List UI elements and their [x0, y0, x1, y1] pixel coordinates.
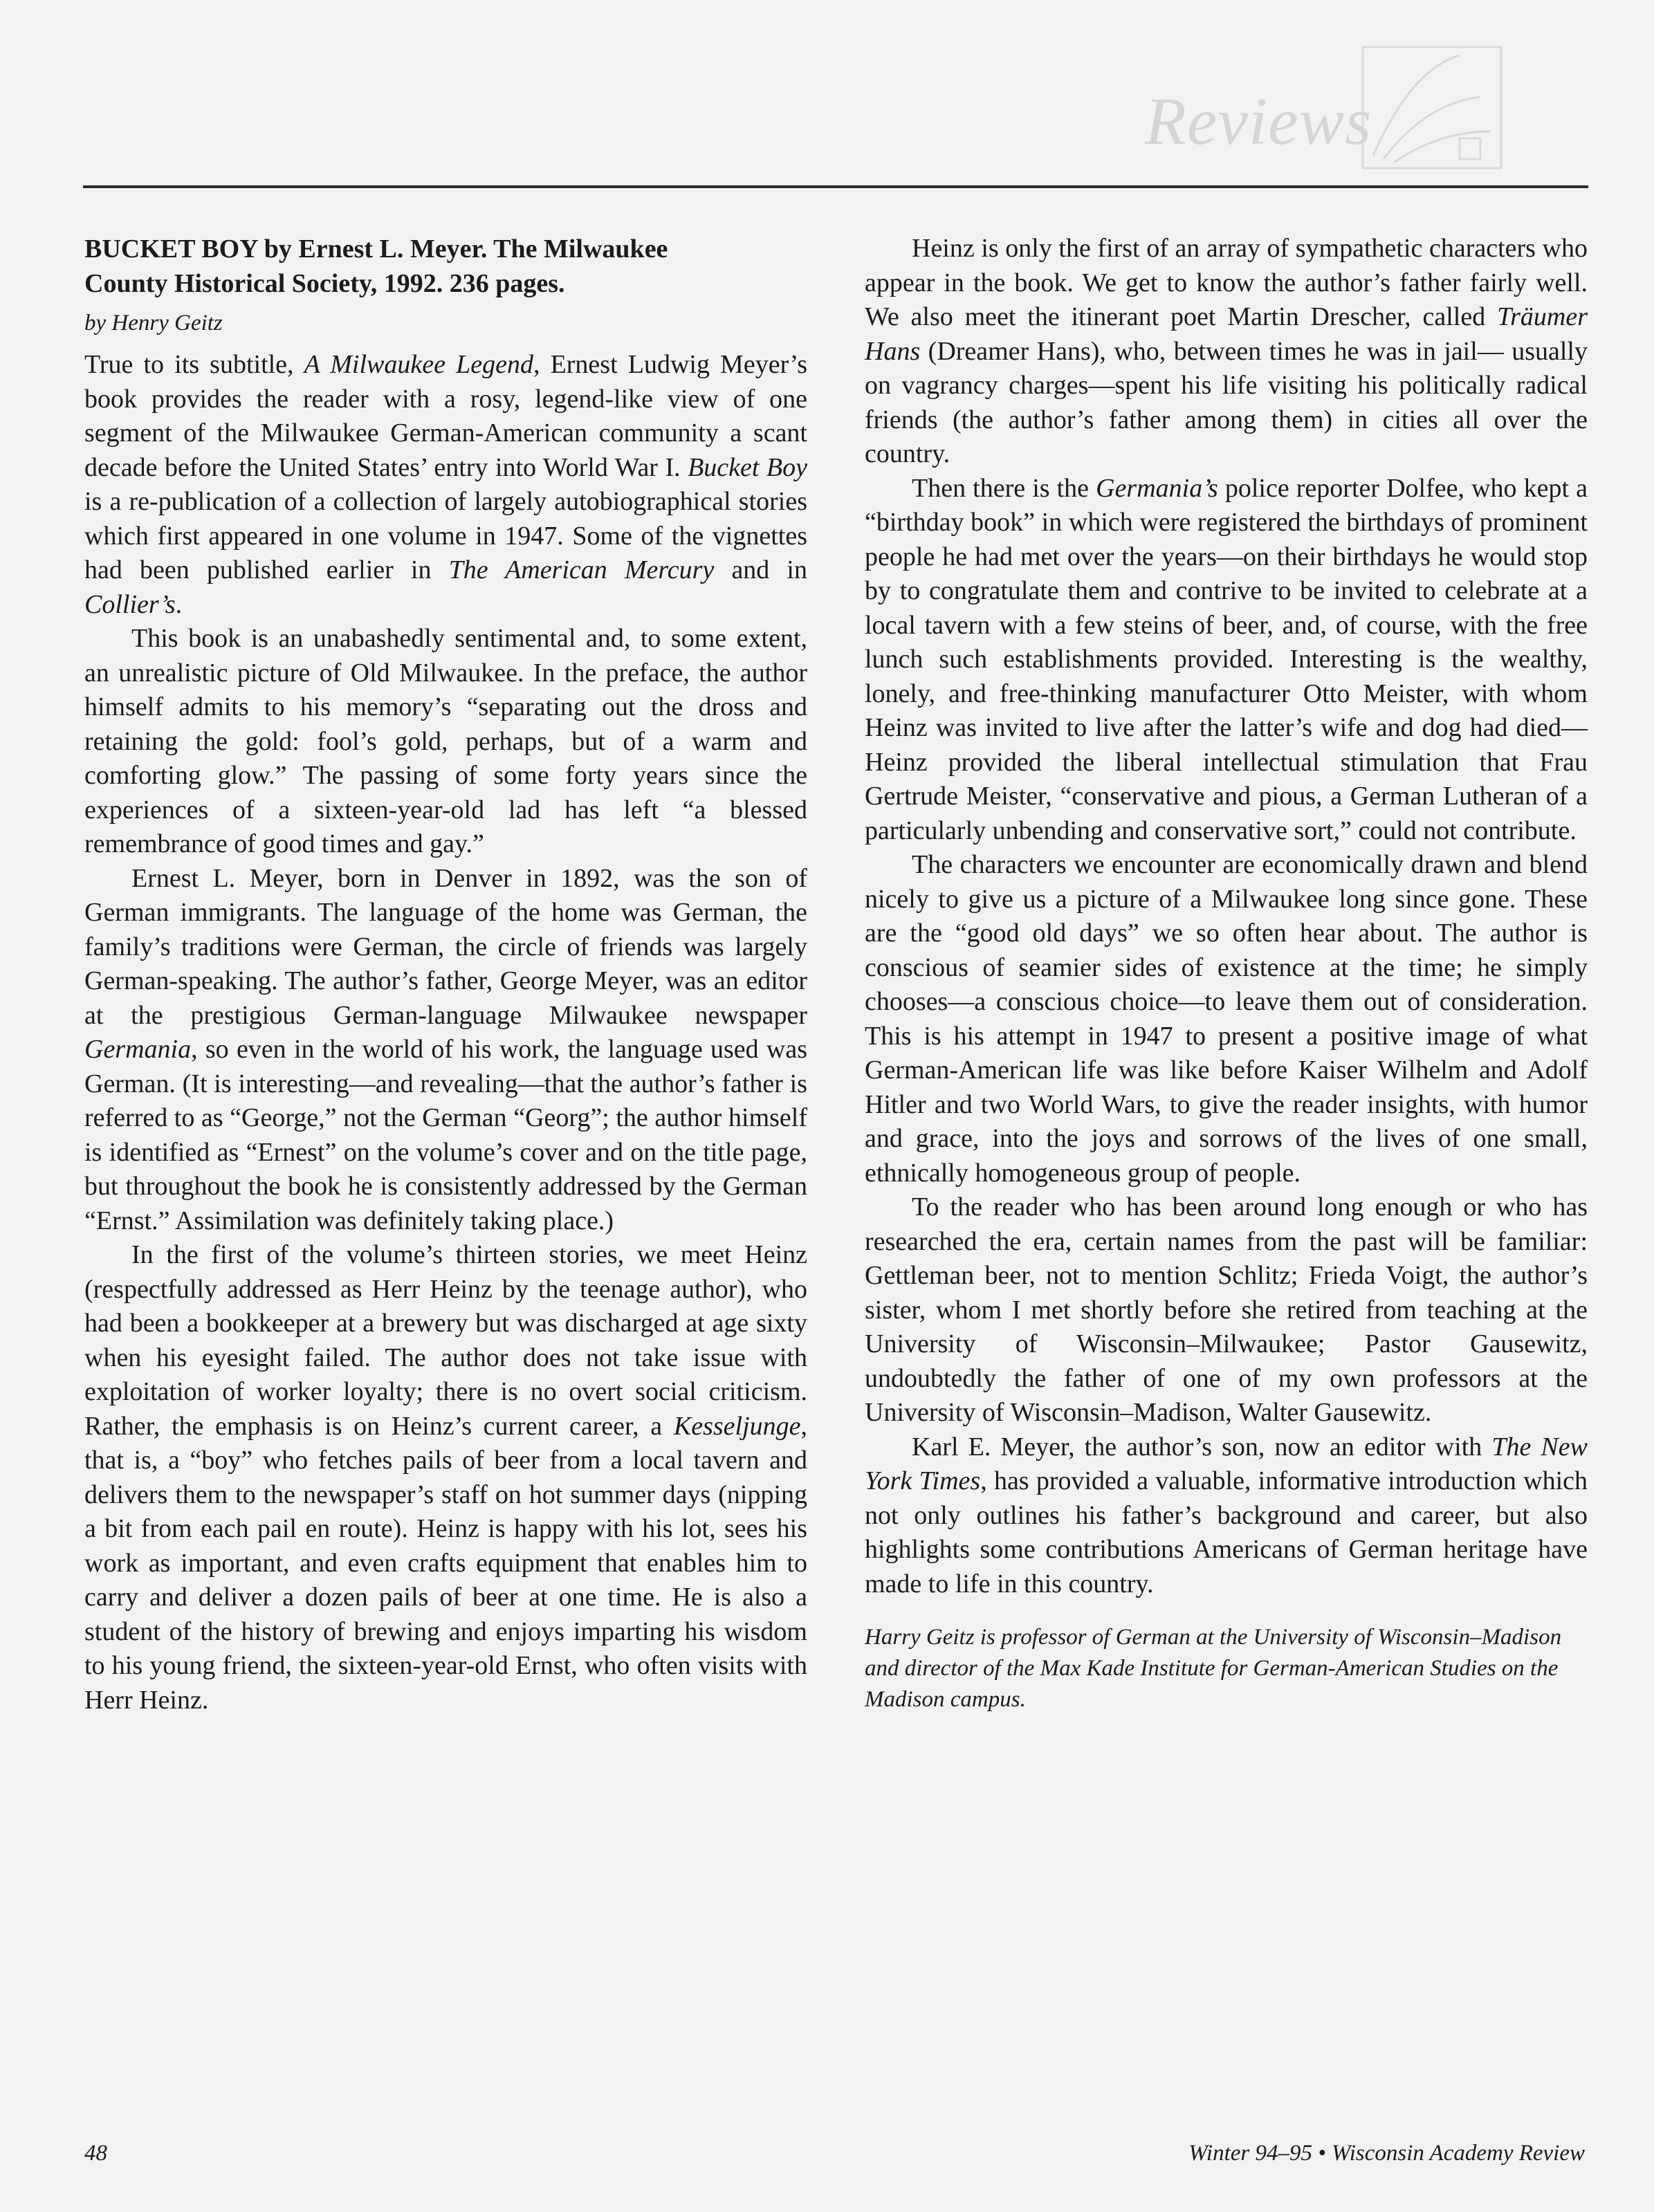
text-run: , that is, a “boy” who fetches pails of beer from a local tavern and delivers them to the newspaper’s staff on hot summer days (nipping a bit from each pail en route). Heinz is happy with his lot, sees his work as important, and even crafts equipment that enables him to carry and deliver a dozen pails of beer at one time. He is also a student of the history of brewing and enjoys imparting his wisdom to his young friend, the sixteen-year-old Ernst, who often visits with Herr Heinz. — [84, 1411, 807, 1715]
paragraph: This book is an unabashedly sentimental and, to some extent, an unrealistic picture of Old Milwaukee. In the preface, the author himself admits to his memory’s “separating out the dross and retaining the gold: fool’s gold, perhaps, but of a warm and comforting glow.” The passing of some forty years since the experiences of a sixteen-year-old lad has left “a blessed remembrance of good times and gay.” — [84, 624, 807, 858]
byline: by Henry Geitz — [84, 311, 223, 335]
text-run: Heinz is only the first of an array of sympathetic characters who appear in the book. We get to know the author’s father fairly well. We also meet the itinerant poet Martin Drescher, called — [865, 234, 1588, 331]
page-number: 48 — [84, 2141, 107, 2166]
text-run: is a re-publication of a collection of largely autobiographical stories which first appeared in one volume in 1947. Some of the vignettes had been published earlier in — [84, 487, 807, 584]
italic-title: The American Mercury — [448, 555, 715, 584]
italic-term: Kesseljunge — [673, 1411, 801, 1441]
author-bio: Harry Geitz is professor of German at the University of Wisconsin–Madison and director of the Max Kade Institute for German-American Studies on the Madison campus. — [865, 1625, 1562, 1712]
italic-title: Germania — [84, 1035, 192, 1064]
italic-title: A Milwaukee Legend — [304, 350, 533, 379]
text-run: Karl E. Meyer, the author’s son, now an editor with — [912, 1432, 1492, 1462]
review-title-line1: BUCKET BOY by Ernest L. Meyer. The Milwaukee — [84, 234, 668, 264]
text-run: , Ernest Ludwig Meyer’s book provides the reader with a rosy, legend-like view of one segment of the Milwaukee German-American community a scant decade before the United States’ entry into World War I. — [84, 350, 807, 482]
paragraph — [84, 862, 807, 1239]
text-run: , has provided a valuable, informative introduction which not only outlines his father’s background and career, but also highlights some contributions Americans of German heritage have made to life in this country. — [865, 1466, 1588, 1598]
italic-term: Träumer Hans — [865, 302, 1588, 366]
italic-title: The New York Times — [865, 1432, 1588, 1495]
italic-title: Germania’s — [1096, 473, 1218, 503]
header-rule — [83, 185, 1588, 188]
text-run: Then there is the — [912, 473, 1096, 503]
text-run: . — [175, 589, 183, 619]
paragraph — [865, 232, 1588, 472]
text-run: In the first of the volume’s thirteen stories, we meet Heinz (respectfully addressed as Herr Heinz by the teenage author), who had been a bookkeeper at a brewery but was discharged at age sixty when his eyesight failed. The author does not take issue with exploitation of worker loyalty; there is no overt social criticism. Rather, the emphasis is on Heinz’s current career, a — [84, 1240, 807, 1441]
paragraph: The characters we encounter are economically drawn and blend nicely to give us a picture of a Milwaukee long since gone. These are the “good old days” we so often hear about. The author is conscious of seamier sides of existence at the time; he simply chooses—a conscious choice—to leave them out of consideration. This is his attempt in 1947 to present a positive image of what German-American life was like before Kaiser Wilhelm and Adolf Hitler and two World Wars, to give the reader insights, with humor and grace, into the joys and sorrows of the lives of one small, ethnically homogeneous group of people. — [865, 850, 1588, 1188]
paragraph: To the reader who has been around long enough or who has researched the era, certain names from the past will be familiar: Gettleman beer, not to mention Schlitz; Frieda Voigt, the author’s sister, whom I met shortly before she retired from teaching at the University of Wisconsin–Milwaukee; Pastor Gausewitz, undoubtedly the father of one of my own professors at the University of Wisconsin–Madison, Walter Gausewitz. — [865, 1192, 1588, 1427]
right-column — [865, 232, 1588, 1715]
italic-title: Bucket Boy — [688, 452, 808, 482]
paragraph — [865, 472, 1588, 849]
text-run: True to its subtitle, — [84, 350, 304, 379]
paragraph — [84, 348, 807, 622]
paragraph — [84, 1238, 807, 1717]
review-title-line2: County Historical Society, 1992. 236 pages. — [84, 269, 565, 298]
text-run: and in — [714, 555, 807, 584]
text-run: police reporter Dolfee, who kept a “birthday book” in which were registered the birthdays of prominent people he had met over the years—on their birthdays he would stop by to congratulate them and contrive to be invited to celebrate at a local tavern with a few steins of beer, and, of course, with the free lunch such establishments provided. Interesting is the wealthy, lonely, and free-thinking manufacturer Otto Meister, with whom Heinz was invited to live after the latter’s wife and dog had died—Heinz provided the liberal intellectual stimulation that Frau Gertrude Meister, “conservative and pious, a German Lutheran of a particularly unbending and conservative sort,” could not contribute. — [865, 473, 1588, 845]
section-label: Reviews — [1145, 84, 1372, 159]
review-title — [84, 232, 807, 301]
left-column — [84, 232, 807, 1717]
text-run: , so even in the world of his work, the language used was German. (It is interesting—and revealing—that the author’s father is referred to as “George,” not the German “Georg”; the author himself is identified as “Ernest” on the volume’s cover and on the title page, but throughout the book he is consistently addressed by the German “Ernst.” Assimilation was definitely taking place.) — [84, 1035, 807, 1235]
italic-title: Collier’s — [84, 589, 176, 619]
paragraph — [865, 1430, 1588, 1602]
issue-label: Winter 94–95 • Wisconsin Academy Review — [1188, 2141, 1585, 2166]
text-run: Ernest L. Meyer, born in Denver in 1892, was the son of German immigrants. The language of the home was German, the family’s traditions were German, the circle of friends was largely German-speaking. The author’s father, George Meyer, was an editor at the prestigious German-language Milwaukee newspaper — [84, 863, 807, 1030]
text-run: (Dreamer Hans), who, between times he was in jail— usually on vagrancy charges—spent his life visiting his politically radical friends (the author’s father among them) in cities all over the country. — [865, 336, 1588, 468]
